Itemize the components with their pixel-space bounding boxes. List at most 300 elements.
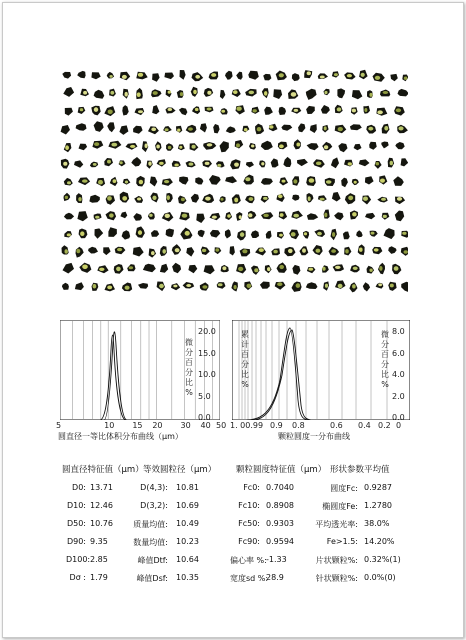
col3-label: Fc10: — [238, 501, 260, 510]
col3-label: Fc90: — [238, 537, 260, 546]
particle — [120, 192, 129, 203]
col2-label: 峰值Dtf: — [137, 556, 168, 565]
particle — [259, 160, 265, 167]
particle — [62, 245, 69, 254]
particle — [122, 283, 132, 292]
particle — [91, 72, 100, 79]
chartA-x-tick: 40 — [200, 421, 211, 430]
particle — [236, 212, 242, 221]
particle — [186, 125, 197, 133]
particle — [119, 125, 128, 134]
particle — [260, 282, 270, 289]
particle — [288, 89, 298, 99]
particle — [365, 176, 374, 184]
particle — [338, 143, 347, 152]
col1-value: 1.79 — [90, 573, 108, 582]
particle — [255, 124, 264, 135]
particle — [322, 142, 332, 150]
chartA-x-tick: 5 — [56, 421, 62, 430]
particle — [388, 246, 396, 254]
particle — [177, 90, 184, 98]
particle — [74, 160, 83, 167]
particle — [165, 107, 175, 113]
particle — [79, 263, 91, 273]
particle — [226, 126, 236, 133]
particle — [236, 105, 245, 114]
col2-value: 10.69 — [176, 501, 199, 510]
particle — [276, 71, 287, 81]
chartB-x-tick: 1. 00.99 — [230, 421, 264, 430]
particle — [243, 175, 254, 185]
particle — [236, 264, 246, 274]
chartB-right-label: 微 分 百 分 比 % — [381, 330, 389, 389]
particle — [359, 70, 368, 79]
particle — [366, 125, 376, 134]
particle — [269, 124, 278, 132]
particle — [232, 89, 241, 97]
particle — [291, 211, 303, 219]
particle — [359, 159, 370, 166]
particle — [157, 282, 165, 292]
particle — [219, 196, 225, 203]
particle — [388, 158, 394, 168]
particle — [220, 141, 229, 152]
particle — [273, 89, 282, 99]
particle — [307, 267, 316, 273]
particle — [148, 126, 159, 134]
particle — [292, 176, 299, 186]
particle — [401, 231, 408, 238]
particle — [95, 228, 104, 238]
particle — [402, 75, 408, 82]
particle — [298, 123, 305, 132]
chartB-y-tick: 2.0 — [392, 391, 405, 401]
particle — [62, 283, 69, 290]
col3-header: 颗粒圆度特征值（μm） — [236, 465, 327, 475]
chartA-y-tick: 0.0 — [198, 413, 211, 422]
particle — [166, 193, 173, 203]
particle — [271, 158, 279, 167]
chartB-caption: 颗粒圆度一分布曲线 — [278, 432, 350, 441]
particle — [79, 229, 88, 239]
particle — [284, 247, 295, 256]
particle — [388, 282, 396, 291]
particle — [62, 72, 71, 79]
particle — [172, 244, 181, 255]
particle — [91, 106, 100, 116]
particle — [306, 282, 318, 289]
col4-value: 1.2780 — [364, 501, 392, 510]
particle — [344, 72, 356, 79]
particle — [136, 88, 143, 99]
particle — [63, 87, 74, 97]
particle — [378, 263, 385, 275]
particle — [236, 72, 242, 80]
particle — [335, 105, 343, 114]
col1-value: 13.71 — [90, 483, 113, 492]
particle — [77, 71, 85, 78]
particle — [123, 179, 131, 185]
particle — [180, 70, 186, 80]
particle — [178, 196, 187, 205]
particle — [306, 89, 317, 100]
particle — [248, 211, 257, 219]
particle — [390, 74, 397, 81]
particle — [299, 246, 308, 255]
particle — [210, 213, 221, 220]
particle — [352, 179, 359, 185]
particle — [292, 282, 302, 292]
particle — [307, 143, 319, 150]
particle — [266, 231, 272, 239]
col4-label: 椭圆度Fe: — [322, 502, 358, 511]
particle — [281, 125, 292, 131]
particle — [89, 195, 99, 203]
particle — [204, 88, 213, 97]
chartA-x-tick: 20 — [152, 421, 163, 430]
particle — [76, 123, 87, 131]
particle — [261, 196, 269, 203]
particle — [401, 158, 408, 166]
particle — [370, 231, 378, 237]
particle — [283, 157, 291, 167]
particle — [335, 125, 347, 133]
particle — [380, 90, 390, 97]
particle — [152, 105, 159, 114]
particle — [178, 144, 185, 150]
particle — [136, 226, 145, 238]
particle — [122, 230, 131, 239]
particle — [225, 176, 237, 183]
col2-header: 等效圆粒径（μm） — [143, 465, 217, 475]
particle — [160, 246, 167, 256]
particle — [333, 264, 344, 271]
particle — [345, 193, 355, 204]
particle — [186, 161, 196, 167]
particle — [303, 231, 309, 239]
particle — [384, 228, 395, 239]
particle — [108, 141, 121, 149]
particle — [172, 263, 181, 273]
particle — [240, 249, 251, 257]
particle — [246, 162, 254, 168]
particle — [279, 212, 287, 220]
particle — [372, 247, 382, 254]
particle — [180, 228, 192, 240]
particle — [151, 230, 159, 237]
particle — [231, 281, 238, 291]
particle — [104, 158, 113, 166]
particle — [176, 126, 182, 133]
particle — [230, 246, 235, 255]
particle — [376, 283, 384, 289]
particle — [350, 124, 362, 130]
particle — [150, 177, 158, 187]
particle — [133, 213, 142, 221]
particle — [318, 195, 327, 201]
particle — [64, 213, 74, 220]
col3-label: 偏心率 %: — [230, 556, 267, 565]
chartB-left-label: 累 计 百 分 比 % — [241, 330, 249, 389]
particle — [210, 230, 220, 238]
particle — [94, 90, 105, 99]
col3-label: 宽度sd %: — [230, 574, 269, 583]
particle — [337, 88, 345, 98]
particle — [191, 87, 198, 97]
particle — [179, 177, 188, 185]
particle — [291, 108, 301, 114]
particle — [367, 266, 375, 274]
particle — [94, 214, 102, 220]
particle — [103, 247, 110, 255]
particle — [323, 281, 329, 290]
particle — [264, 107, 273, 115]
particle — [373, 73, 385, 82]
particle — [237, 230, 246, 240]
particle — [379, 175, 387, 184]
particle — [172, 161, 181, 168]
particle — [318, 73, 328, 79]
particle — [202, 194, 214, 203]
particle — [397, 125, 408, 133]
particle — [277, 262, 287, 273]
particle — [160, 264, 168, 273]
particle — [188, 265, 197, 273]
particle — [313, 159, 325, 168]
particle — [64, 231, 72, 238]
particle — [61, 159, 70, 169]
col3-value: -1.33 — [266, 555, 287, 564]
particle — [163, 126, 172, 132]
particle — [77, 211, 87, 221]
chartA-y-tick: 15.0 — [198, 348, 216, 358]
particle — [358, 244, 365, 255]
particle — [105, 284, 116, 292]
chartA-x-tick: 10 — [104, 421, 115, 430]
particle — [382, 213, 390, 220]
col2-label: D(4,3): — [140, 483, 168, 492]
col3-label: Fc0: — [243, 483, 260, 492]
col3-value: 0.7040 — [266, 483, 294, 492]
particle — [329, 247, 340, 256]
chartB-y-tick: 8.0 — [392, 327, 405, 336]
diameter-distribution-chart — [60, 320, 220, 420]
particle — [306, 106, 315, 114]
particle — [148, 212, 155, 219]
particle — [331, 229, 337, 241]
particle — [221, 265, 229, 272]
particle — [155, 141, 161, 151]
particle — [367, 90, 373, 98]
particle — [235, 140, 244, 149]
particle — [78, 177, 90, 185]
particle — [204, 265, 215, 274]
particle — [109, 89, 116, 97]
particle — [179, 108, 188, 116]
particle — [276, 194, 284, 203]
particle — [225, 212, 232, 220]
particle — [63, 263, 75, 274]
particle — [171, 283, 180, 290]
col4-label: Fe>1.5: — [326, 537, 358, 546]
particle — [289, 230, 299, 240]
particle — [261, 141, 273, 150]
particle — [61, 125, 70, 135]
col4-value: 0.32%(1) — [364, 555, 401, 564]
col2-value: 10.64 — [176, 555, 199, 564]
particle — [292, 73, 300, 81]
col2-label: 数量均值: — [133, 538, 168, 547]
particle — [79, 144, 88, 151]
particle — [104, 106, 115, 116]
particle — [164, 73, 174, 80]
col1-value: 12.46 — [90, 501, 113, 510]
particle — [278, 142, 288, 150]
particle — [306, 176, 316, 186]
particle — [375, 161, 382, 169]
particle — [245, 89, 257, 97]
particle — [344, 160, 353, 167]
particle — [377, 197, 387, 203]
particle — [120, 72, 130, 81]
particle — [138, 283, 148, 289]
particle — [134, 196, 143, 203]
particle — [351, 107, 358, 115]
particle — [119, 160, 126, 166]
particle — [136, 176, 145, 187]
particle — [343, 232, 350, 240]
particle — [92, 283, 99, 291]
particle — [64, 178, 73, 186]
particle — [394, 106, 405, 115]
particle — [350, 265, 360, 273]
particle — [307, 193, 314, 203]
col4-header: 形状参数平均值 — [330, 465, 390, 475]
particle — [94, 121, 104, 132]
particle — [225, 229, 231, 238]
col3-value: 28.9 — [266, 573, 284, 582]
particle — [122, 105, 128, 115]
particle — [220, 108, 227, 114]
particle — [376, 108, 387, 116]
particle — [341, 178, 348, 188]
particle — [322, 125, 328, 133]
col1-label: D100: — [66, 555, 91, 564]
particle — [90, 162, 98, 168]
col2-value: 10.23 — [176, 537, 199, 546]
particle — [97, 265, 108, 273]
particle — [196, 214, 205, 223]
col4-label: 平均透光率: — [315, 520, 358, 529]
particle — [186, 247, 194, 257]
particle — [108, 227, 117, 237]
particle — [279, 107, 286, 115]
particle — [401, 282, 408, 292]
chartB-y-tick: 4.0 — [392, 370, 405, 379]
particle — [151, 89, 161, 97]
col3-label: Fc50: — [238, 519, 260, 528]
particle — [314, 230, 325, 238]
chartB-x-tick: 0 — [396, 421, 402, 430]
particle — [92, 141, 103, 149]
particle — [64, 193, 71, 201]
chartA-y-tick: 5.0 — [198, 391, 211, 401]
chartA-x-tick: 15 — [132, 421, 143, 430]
col4-label: 圆度Fc: — [330, 484, 358, 493]
chartB-y-tick: 6.0 — [392, 348, 405, 358]
particle — [217, 282, 226, 289]
particle — [248, 71, 258, 80]
particle — [115, 247, 126, 255]
particle — [334, 212, 344, 220]
particle — [220, 90, 226, 99]
particle — [310, 124, 317, 133]
particle-image-grid — [58, 67, 408, 295]
col1-header: 圆直径特征值（μm） — [62, 465, 144, 475]
particle — [332, 192, 341, 202]
chartA-x-tick: 50 — [216, 421, 227, 430]
particle — [395, 211, 404, 222]
particle — [324, 210, 330, 219]
particle — [263, 74, 271, 81]
col1-label: D90: — [66, 537, 86, 546]
col1-label: D50: — [66, 519, 86, 528]
particle — [64, 143, 72, 152]
particle — [279, 177, 288, 185]
col1-value: 2.85 — [90, 555, 108, 564]
particle — [143, 264, 156, 273]
particle — [365, 213, 375, 219]
particle — [362, 195, 371, 204]
particle — [307, 213, 318, 220]
chartA-y-tick: 10.0 — [198, 370, 216, 379]
col2-label: D(3,2): — [140, 501, 168, 510]
particle — [96, 178, 105, 186]
chartA-x-tick: 30 — [180, 421, 191, 430]
particle — [198, 230, 205, 238]
chartB-x-tick: 0.2 — [378, 421, 391, 430]
particle — [313, 245, 323, 255]
col4-value: 0.9287 — [364, 483, 392, 492]
particle — [88, 247, 98, 254]
particle — [321, 105, 330, 114]
particle — [249, 143, 256, 150]
particle — [381, 142, 388, 149]
particle — [401, 247, 408, 256]
col4-value: 14.20% — [364, 537, 395, 546]
particle — [398, 89, 409, 97]
particle — [292, 265, 300, 275]
particle — [331, 157, 339, 168]
particle — [75, 282, 84, 290]
col1-value: 9.35 — [90, 537, 108, 546]
particle — [136, 72, 147, 80]
particle — [183, 282, 195, 289]
particle — [215, 247, 222, 254]
chartA-y-tick: 20.0 — [198, 327, 216, 336]
particle — [190, 143, 199, 151]
particle — [255, 248, 266, 256]
col2-value: 10.81 — [176, 483, 199, 492]
particle — [271, 248, 280, 255]
particle — [242, 126, 249, 133]
particle — [232, 194, 241, 203]
particle — [297, 159, 308, 166]
particle — [76, 193, 82, 203]
particle — [350, 210, 358, 219]
particle — [325, 178, 335, 186]
particle — [275, 282, 286, 290]
